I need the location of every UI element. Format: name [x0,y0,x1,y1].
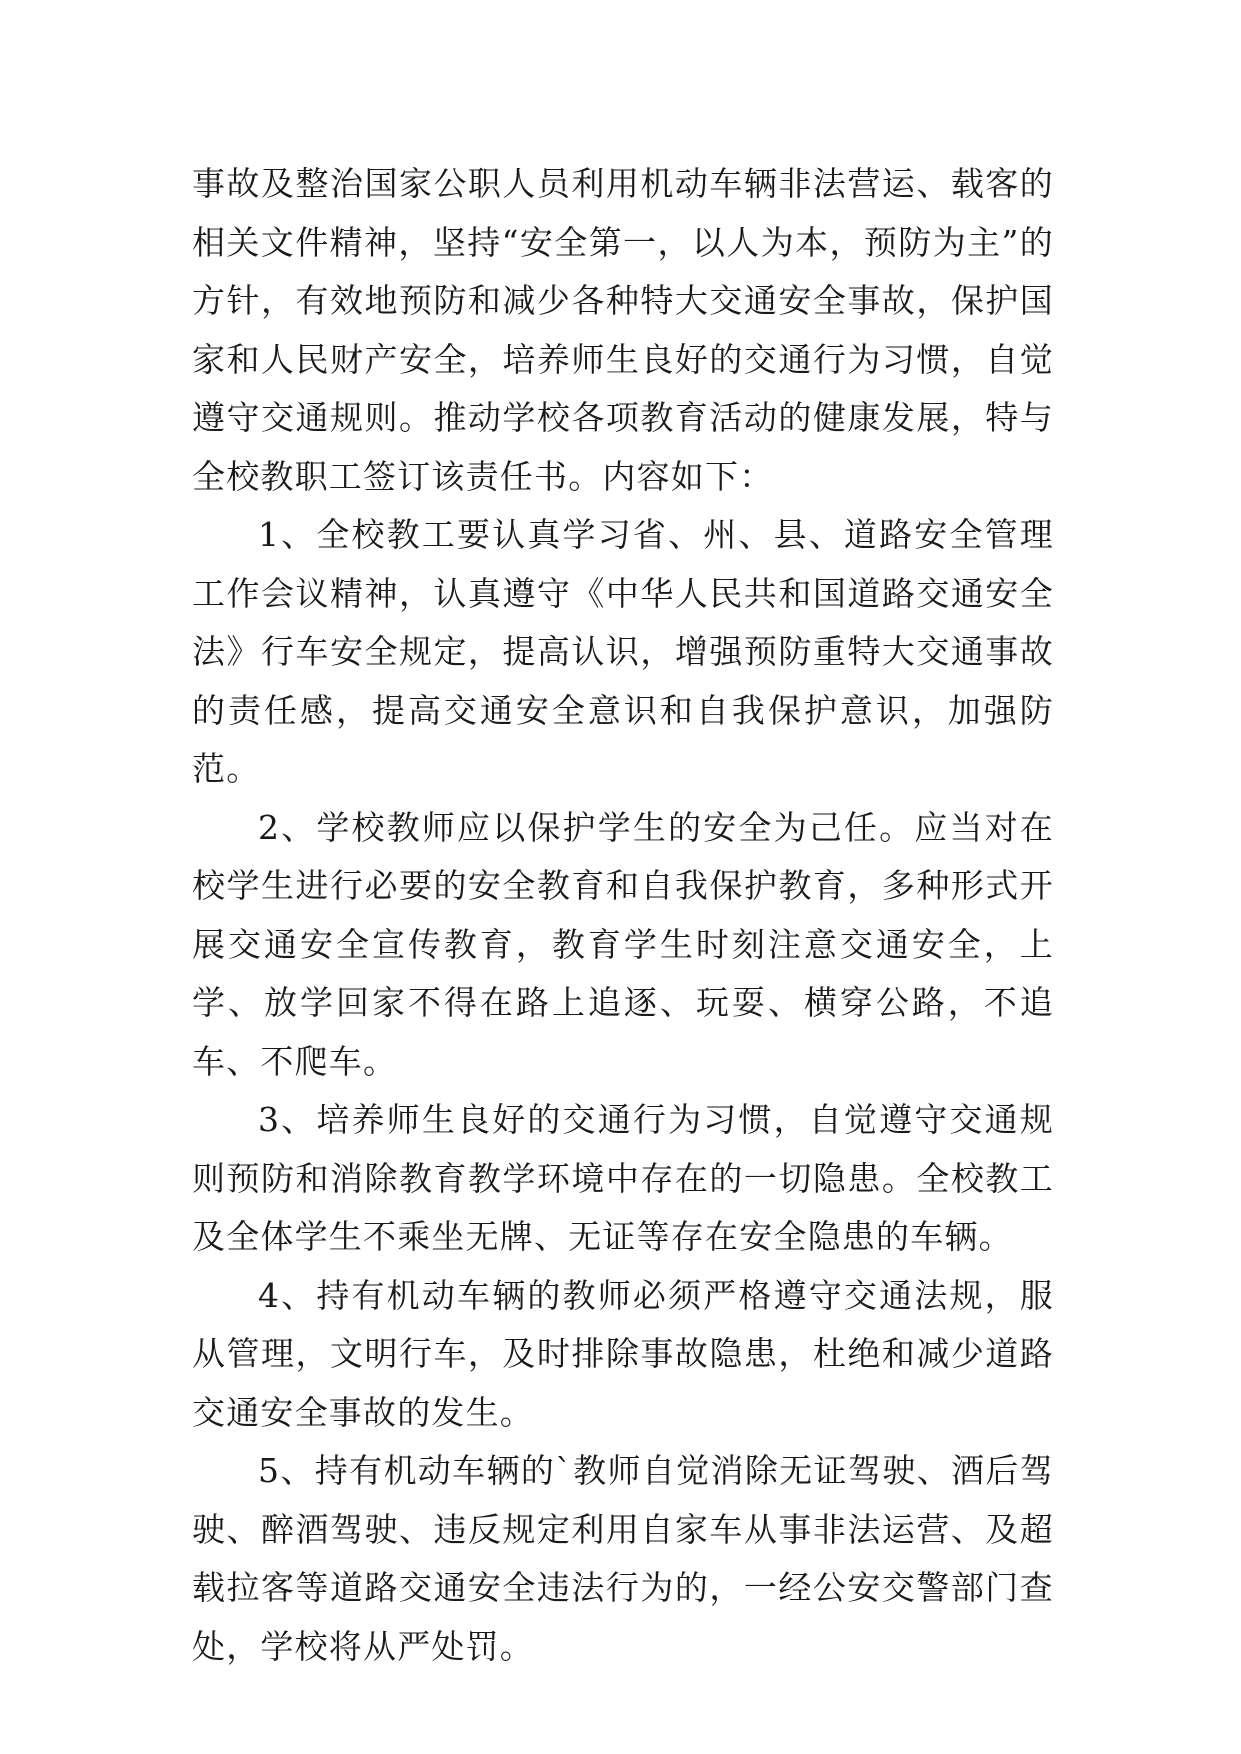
paragraph-item-3: 3、培养师生良好的交通行为习惯，自觉遵守交通规则预防和消除教育教学环境中存在的一切隐患。全校教工及全体学生不乘坐无牌、无证等存在安全隐患的车辆。 [192,1100,1054,1256]
document-body [192,155,1054,1676]
paragraph-item-2: 2、学校教师应以保护学生的安全为己任。应当对在校学生进行必要的安全教育和自我保护教育，多种形式开展交通安全宣传教育，教育学生时刻注意交通安全，上学、放学回家不得在路上追逐、玩耍、横穿公路，不追车、不爬车。 [192,807,1054,1081]
paragraph-item-1: 1、全校教工要认真学习省、州、县、道路安全管理工作会议精神，认真遵守《中华人民共和国道路交通安全法》行车安全规定，提高认识，增强预防重特大交通事故的责任感，提高交通安全意识和自我保护意识，加强防范。 [192,515,1054,788]
paragraph-intro-continued: 事故及整治国家公职人员利用机动车辆非法营运、载客的相关文件精神，坚持“安全第一，以人为本，预防为主”的方针，有效地预防和减少各种特大交通安全事故，保护国家和人民财产安全，培养师生良好的交通行为习惯，自觉遵守交通规则。推动学校各项教育活动的健康发展，特与全校教职工签订该责任书。内容如下： [192,164,1054,496]
paragraph-item-5: 5、持有机动车辆的`教师自觉消除无证驾驶、酒后驾驶、醉酒驾驶、违反规定利用自家车从事非法运营、及超载拉客等道路交通安全违法行为的，一经公安交警部门查处，学校将从严处罚。 [192,1451,1054,1666]
paragraph-item-4: 4、持有机动车辆的教师必须严格遵守交通法规，服从管理，文明行车，及时排除事故隐患，杜绝和减少道路交通安全事故的发生。 [192,1275,1054,1432]
